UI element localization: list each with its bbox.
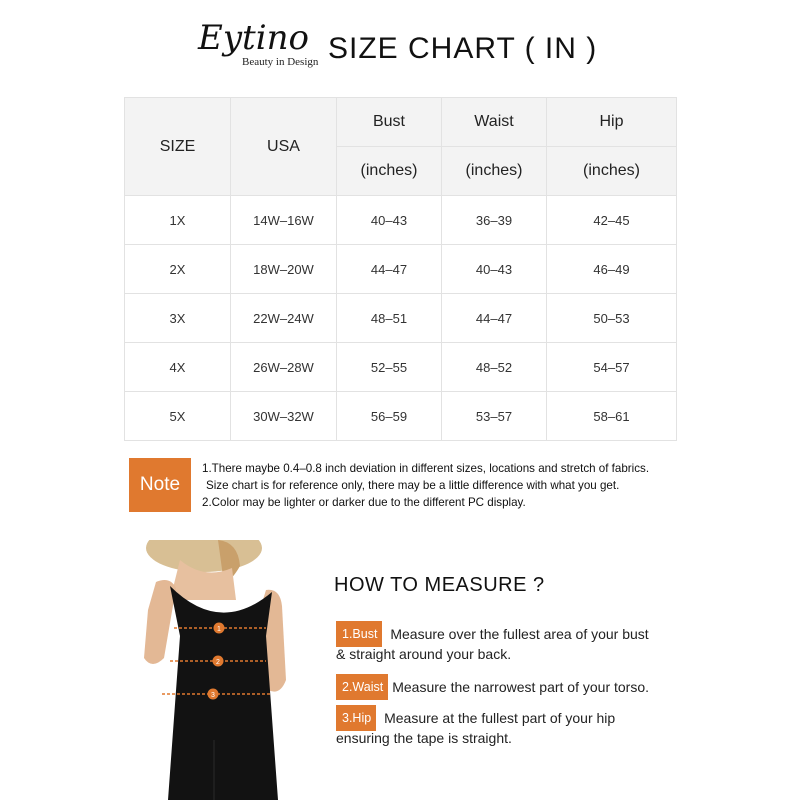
- waist-instruction: [336, 674, 649, 700]
- cell-bust: 40–43: [337, 196, 442, 245]
- hip-marker-label: 3: [211, 692, 215, 699]
- cell-size: 4X: [125, 343, 231, 392]
- cell-waist: 44–47: [442, 294, 547, 343]
- romper-body: [168, 586, 278, 800]
- waist-marker-label: 2: [216, 659, 220, 666]
- waist-text: Measure the narrowest part of your torso.: [392, 679, 650, 695]
- note-line-1: 1.There maybe 0.4–0.8 inch deviation in different sizes, locations and stretch of fabrics.: [202, 462, 650, 475]
- cell-size: 1X: [125, 196, 231, 245]
- cell-hip: 42–45: [547, 196, 677, 245]
- cell-size: 2X: [125, 245, 231, 294]
- cell-hip: 46–49: [547, 245, 677, 294]
- cell-usa: 22W–24W: [231, 294, 337, 343]
- table-row: [125, 245, 677, 294]
- cell-bust: 56–59: [337, 392, 442, 441]
- cell-usa: 18W–20W: [231, 245, 337, 294]
- cell-bust: 52–55: [337, 343, 442, 392]
- cell-hip: 54–57: [547, 343, 677, 392]
- cell-usa: 14W–16W: [231, 196, 337, 245]
- cell-usa: 30W–32W: [231, 392, 337, 441]
- cell-bust: 44–47: [337, 245, 442, 294]
- waist-tag: 2.Waist: [336, 674, 388, 700]
- header-waist: Waist: [442, 98, 547, 147]
- cell-bust: 48–51: [337, 294, 442, 343]
- page-title: SIZE CHART ( IN ): [328, 32, 598, 65]
- note-line-2: Size chart is for reference only, there may be a little difference with what you get.: [206, 479, 620, 492]
- cell-waist: 40–43: [442, 245, 547, 294]
- header-hip-unit: (inches): [547, 147, 677, 196]
- bust-text-1: Measure over the fullest area of your bust: [390, 626, 649, 642]
- header-bust-unit: (inches): [337, 147, 442, 196]
- cell-usa: 26W–28W: [231, 343, 337, 392]
- header-hip: Hip: [547, 98, 677, 147]
- brand-tagline: Beauty in Design: [242, 56, 319, 68]
- header-bust: Bust: [337, 98, 442, 147]
- how-to-measure-title: HOW TO MEASURE ?: [334, 574, 545, 596]
- left-arm: [144, 580, 176, 664]
- table-row: [125, 343, 677, 392]
- table-header-row: [125, 98, 677, 147]
- cell-size: 5X: [125, 392, 231, 441]
- cell-waist: 36–39: [442, 196, 547, 245]
- header-waist-unit: (inches): [442, 147, 547, 196]
- table-row: [125, 392, 677, 441]
- bust-marker-label: 1: [217, 626, 221, 633]
- hat-brim: [146, 540, 262, 572]
- cell-waist: 53–57: [442, 392, 547, 441]
- header-size: SIZE: [125, 98, 231, 196]
- note-label: Note: [129, 458, 191, 512]
- hip-tag: 3.Hip: [336, 705, 376, 731]
- cell-waist: 48–52: [442, 343, 547, 392]
- note-text: [202, 460, 649, 511]
- table-row: [125, 294, 677, 343]
- model-illustration: [140, 540, 300, 800]
- table-row: [125, 196, 677, 245]
- hip-text-1: Measure at the fullest part of your hip: [384, 710, 616, 726]
- brand-logo: [198, 18, 319, 74]
- size-chart-table: [124, 97, 677, 441]
- hip-text-2: ensuring the tape is straight.: [336, 730, 512, 746]
- brand-name: Eytino: [198, 18, 309, 58]
- note-line-3: 2.Color may be lighter or darker due to the different PC display.: [202, 496, 526, 509]
- cell-hip: 50–53: [547, 294, 677, 343]
- cell-size: 3X: [125, 294, 231, 343]
- bust-tag: 1.Bust: [336, 621, 382, 647]
- header-usa: USA: [231, 98, 337, 196]
- bust-text-2: & straight around your back.: [336, 646, 512, 662]
- cell-hip: 58–61: [547, 392, 677, 441]
